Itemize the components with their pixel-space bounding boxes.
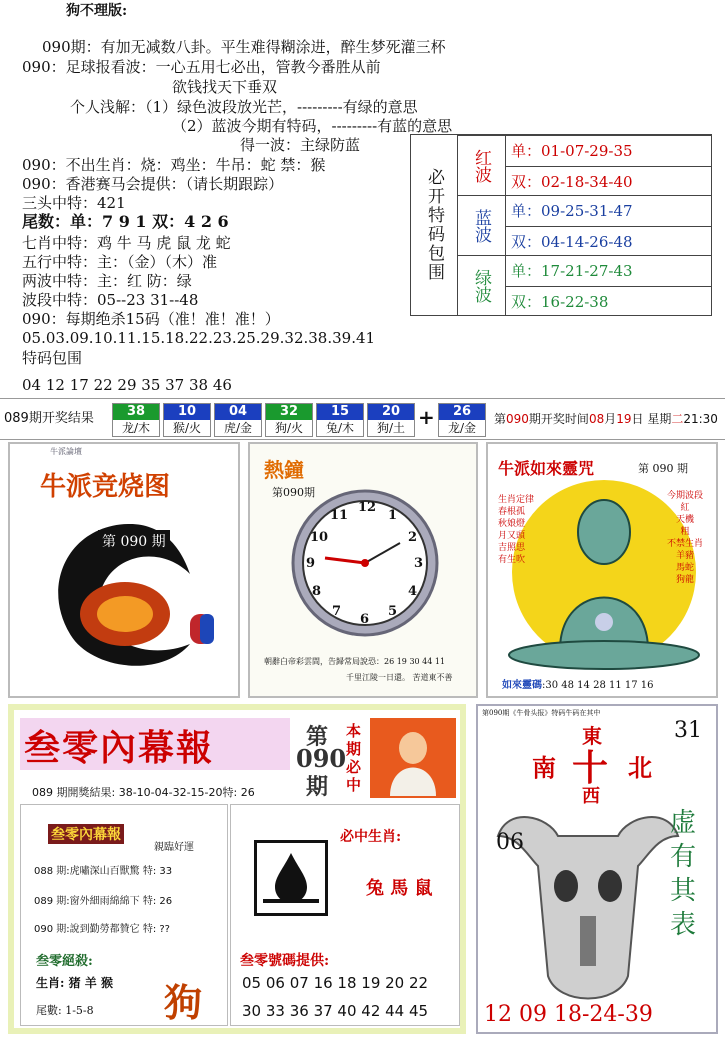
text-line: 七肖中特：鸡 牛 马 虎 鼠 龙 蛇: [22, 234, 231, 252]
drop-icon: [254, 840, 328, 916]
skull-east: 東: [582, 724, 602, 748]
panel-issue: 第 090 期: [98, 530, 170, 552]
skull-header: 第090期《牛骨头报》特码牛码在其中: [482, 709, 601, 717]
skull-num-top: 31: [674, 718, 702, 743]
text-line: 090：每期绝杀15码（准！准！准！）: [22, 310, 280, 328]
report-killer: 叁零絕殺:: [36, 954, 93, 969]
report-killer-zodiac: 生肖: 猪 羊 猴: [36, 976, 113, 990]
text-line: 三头中特：421: [22, 194, 126, 212]
code-row-double: 双：02-18-34-40: [505, 166, 711, 196]
panel-buddha: [486, 442, 718, 698]
code-row-double: 双：04-14-26-48: [505, 226, 711, 256]
report-title: 叁零內幕報: [24, 727, 215, 769]
code-row-color-label: 蓝波: [457, 196, 506, 256]
text-line: （2）蓝波今期有特码，---------有蓝的意思: [172, 117, 453, 135]
report-issue-c: 期: [306, 774, 329, 800]
text-line: 05.03.09.10.11.15.18.22.23.25.29.32.38.39.41: [22, 329, 376, 347]
ox-skull-graphic: [488, 796, 688, 1016]
code-row-color-label: 红波: [457, 136, 506, 196]
page-title: 狗不理版:: [66, 3, 128, 19]
report-killer-tail: 尾數: 1-5-8: [36, 1004, 94, 1017]
panel-clock: [248, 442, 478, 698]
skull-bottom: 12 09 18-24-39: [484, 1002, 653, 1027]
text-line: 特码包围: [22, 349, 83, 367]
buddha-foot: 如來靈碼:30 48 14 28 11 17 16: [502, 680, 654, 691]
report-codes-row1: 05 06 07 16 18 19 20 22: [242, 974, 429, 992]
report-issue-a: 第: [306, 724, 329, 750]
buddha-right-text: 今期波段 紅 天機 粗 不禁生肖 羊豬 馬蛇 狗龍: [666, 491, 703, 585]
result-ball: 10 猴/火: [163, 403, 211, 437]
panel-issue: 第 090 期: [638, 462, 688, 475]
code-row-single: 单：17-21-27-43: [511, 262, 633, 280]
text-line: 波段中特：05--23 31--48: [22, 291, 199, 309]
panel-fire-chart: [8, 442, 240, 698]
code-row-green: [457, 255, 711, 316]
text-line: 090期：有加无减数八卦。平生难得糊涂进，醉生梦死灌三杯: [42, 38, 446, 56]
result-ball: 20 狗/土: [367, 403, 415, 437]
text-line: 尾数：单：7 9 1 双：4 2 6: [22, 212, 229, 231]
result-ball: 04 虎/金: [214, 403, 262, 437]
text-line: 090：足球报看波：一心五用七必出，管教今番胜从前: [22, 58, 381, 76]
text-line: 个人浅解：（1）绿色波段放光芒，---------有绿的意思: [70, 98, 418, 116]
panel-ox-skull: [476, 704, 718, 1034]
results-label: 089期开奖结果: [4, 411, 94, 426]
clock-note: 朝辭白帝彩雲間，告歸常局說恐：26 19 30 44 11: [264, 657, 446, 666]
result-ball: 32 狗/火: [265, 403, 313, 437]
report-must-zodiac: 必中生肖:: [340, 829, 402, 845]
text-line: 两波中特：主：红 防：绿: [22, 272, 192, 290]
text-line: 090：不出生肖：烧：鸡坐：牛吊：蛇 禁：猴: [22, 156, 326, 174]
report-codes-row2: 30 33 36 37 40 42 44 45: [242, 1002, 429, 1020]
code-row-single: 单：01-07-29-35: [511, 142, 633, 160]
watermark-top: 牛派論壇: [50, 447, 82, 456]
skull-num-left: 06: [496, 830, 524, 855]
text-line: 五行中特：主：（金）（木）准: [22, 253, 218, 271]
code-row-double: 双：16-22-38: [505, 286, 711, 316]
report-section-left2: 親臨好運: [154, 842, 194, 853]
plus-sign: +: [418, 405, 435, 429]
panel-title: 牛派如來靈咒: [498, 459, 595, 478]
code-row-red: [457, 135, 711, 196]
result-ball: 38 龙/木: [112, 403, 160, 437]
report-tag: 本期必中: [346, 722, 362, 794]
code-row-blue: [457, 195, 711, 256]
panel-title: 牛派竞烧图: [40, 472, 171, 502]
code-row-single: 单：09-25-31-47: [511, 202, 633, 220]
report-line: 090 期:說到勤勞都贊它 特: ??: [34, 924, 170, 935]
report-line: 089 期:窗外細雨綿綿下 特: 26: [34, 896, 173, 907]
results-bar: [0, 398, 725, 440]
text-line: 04 12 17 22 29 35 37 38 46: [22, 376, 232, 394]
text-line: 欲钱找天下垂双: [172, 78, 278, 96]
result-ball-special: 26 龙/金: [438, 403, 486, 437]
report-result-line: 089 期開獎結果: 38-10-04-32-15-20特: 26: [32, 786, 255, 799]
panel-title: 熱鐘: [264, 458, 304, 482]
skull-side-text: 虚有其表: [669, 808, 696, 940]
text-line: 090：香港赛马会提供：（请长期跟踪）: [22, 175, 284, 193]
panel-issue: 第090期: [272, 486, 315, 499]
guanyin-graphic: [370, 718, 456, 798]
clock-numbers: 12 1 2 3 4 5 6 7 8 9 10 11: [306, 500, 424, 627]
special-code-box: [410, 134, 712, 316]
report-section-left: 叁零內幕報: [48, 824, 124, 844]
text-line: 得一波：主绿防蓝: [240, 136, 361, 154]
report-code-title: 叁零號碼提供:: [240, 953, 330, 969]
result-ball: 15 兔/木: [316, 403, 364, 437]
skull-north: 北: [628, 753, 652, 782]
panel-insider-report: [8, 704, 466, 1034]
report-zodiacs: 兔 馬 鼠: [366, 878, 433, 899]
buddha-left-text: 生肖定律 春根孤 秋娘燈 月又頭 吉照思 有生吹: [498, 495, 535, 565]
skull-south: 南: [532, 753, 556, 782]
report-issue-b: 090: [296, 744, 347, 773]
skull-ten: 十: [572, 747, 609, 789]
skull-west: 西: [582, 786, 600, 807]
next-draw-time: 第090期开奖时间08月19日 星期二21:30: [494, 412, 718, 426]
clock-note: 千里江陵一日還。 苦道東不善: [346, 673, 453, 682]
report-line: 088 期:虎嘯深山百獸驚 特: 33: [34, 866, 173, 877]
report-big-char: 狗: [164, 980, 203, 1025]
code-row-color-label: 绿波: [457, 256, 506, 316]
code-box-side-label: 必开特码包围: [411, 135, 458, 315]
